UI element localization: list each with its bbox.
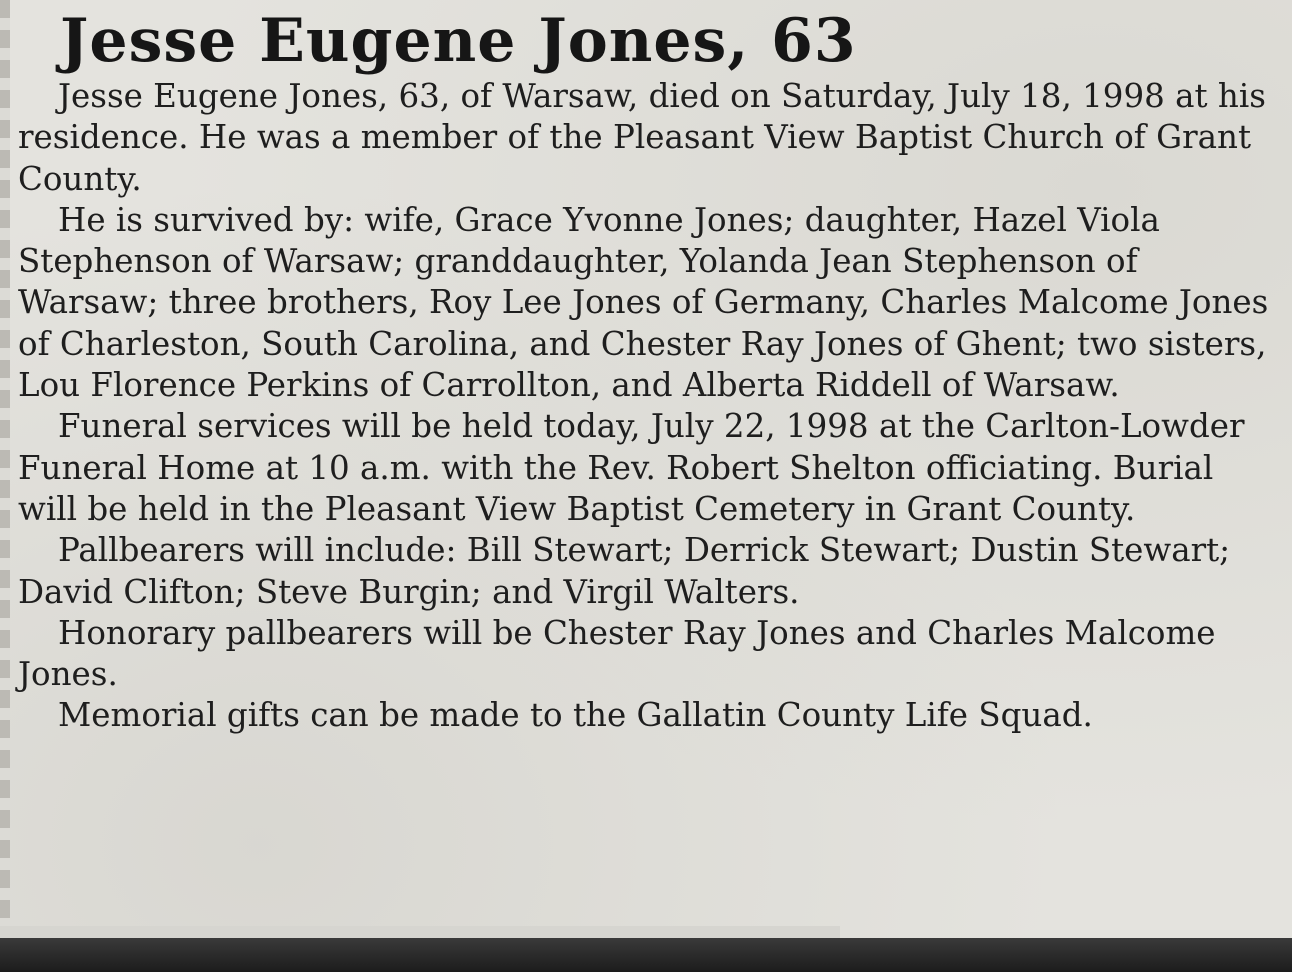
paragraph-pallbearers: Pallbearers will include: Bill Stewart; Derrick Stewart; Dustin Stewart; David Clifton; Steve Burgin; and Virgil Walters. <box>18 531 1231 611</box>
paragraph-survivors: He is survived by: wife, Grace Yvonne Jones; daughter, Hazel Viola Stephenson of Warsaw; granddaughter, Yolanda Jean Stephenson of Warsaw; three brothers, Roy Lee Jones of Germany, Charles Malcome Jones of Charleston, South Carolina, and Chester Ray Jones of Ghent; two sisters, Lou Florence Perkins of Carrollton, and Alberta Riddell of Warsaw. <box>18 200 1269 405</box>
paragraph-honorary-pallbearers: Honorary pallbearers will be Chester Ray Jones and Charles Malcome Jones. <box>18 613 1216 694</box>
paragraph-memorial-gifts: Memorial gifts can be made to the Gallatin County Life Squad. <box>58 696 1093 735</box>
scan-background-strip <box>0 938 1292 972</box>
paragraph-death-notice: Jesse Eugene Jones, 63, of Warsaw, died on Saturday, July 18, 1998 at his residence. He was a member of the Pleasant View Baptist Church of Grant County. <box>18 77 1266 198</box>
paragraph-funeral-services: Funeral services will be held today, July 22, 1998 at the Carlton-Lowder Funeral Home at 10 a.m. with the Rev. Robert Shelton officiating. Burial will be held in the Pleasant View Baptist Cemetery in Grant County. <box>18 407 1245 528</box>
obituary-body <box>18 76 1278 737</box>
obituary-headline: Jesse Eugene Jones, 63 <box>60 6 857 76</box>
clipping-torn-edge <box>0 0 10 938</box>
